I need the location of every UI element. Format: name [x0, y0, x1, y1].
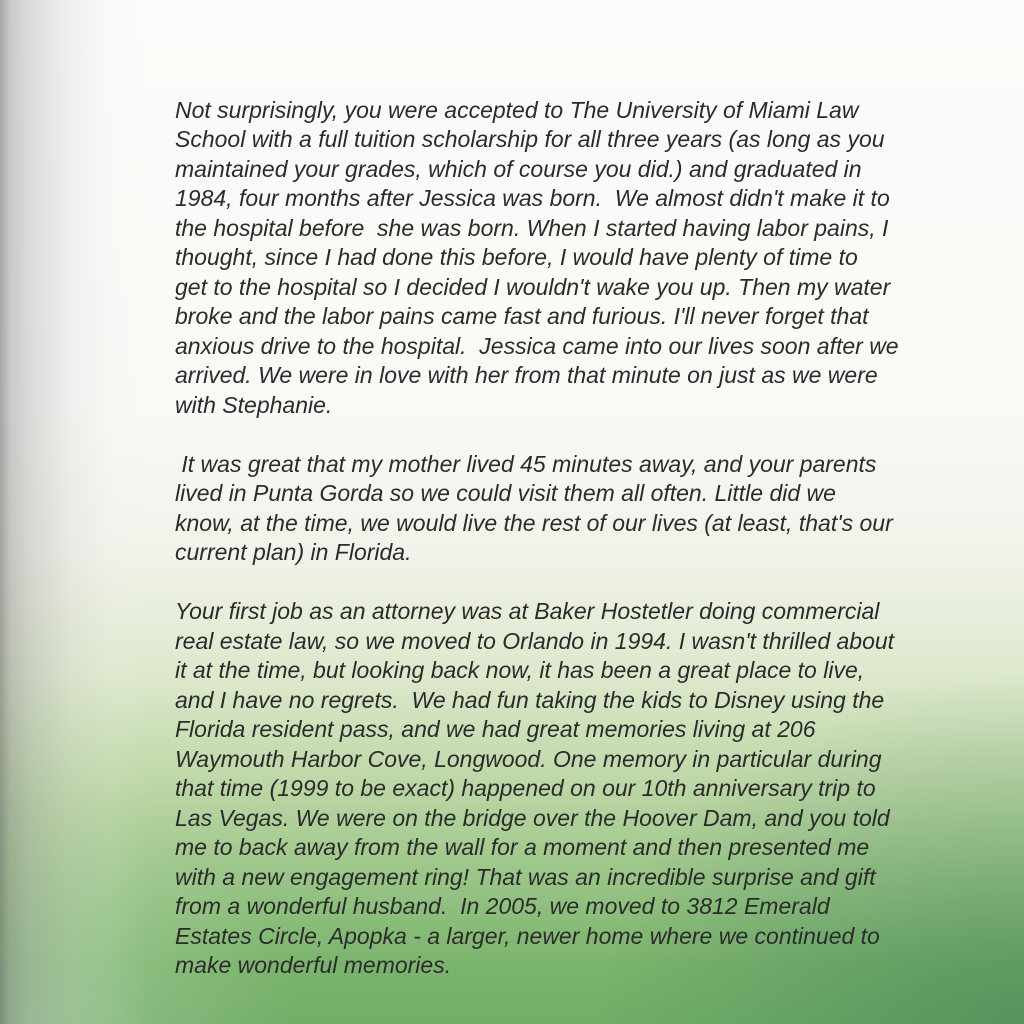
- text-line: It was great that my mother lived 45 minutes away, and your parents: [175, 450, 877, 477]
- text-line: anxious drive to the hospital. Jessica came into our lives soon after we: [175, 332, 899, 359]
- text-line: from a wonderful husband. In 2005, we moved to 3812 Emerald: [175, 893, 830, 919]
- text-line: Florida resident pass, and we had great memories living at 206: [175, 716, 816, 742]
- text-line: know, at the time, we would live the rest of our lives (at least, that's our: [175, 509, 893, 536]
- text-line: maintained your grades, which of course you did.) and graduated in: [175, 155, 862, 182]
- text-line: me to back away from the wall for a moment and then presented me: [175, 834, 870, 860]
- text-line: Estates Circle, Apopka - a larger, newer home where we continued to: [175, 922, 880, 949]
- text-line: and I have no regrets. We had fun taking the kids to Disney using the: [175, 686, 885, 713]
- text-line: get to the hospital so I decided I wouldn't wake you up. Then my water: [175, 273, 891, 300]
- text-line: real estate law, so we moved to Orlando in 1994. I wasn't thrilled about: [175, 627, 895, 654]
- text-line: Your first job as an attorney was at Baker Hostetler doing commercial: [175, 598, 880, 624]
- memoir-text-block: [175, 66, 975, 981]
- text-line: lived in Punta Gorda so we could visit them all often. Little did we: [175, 480, 836, 506]
- text-line: thought, since I had done this before, I would have plenty of time to: [175, 244, 858, 270]
- text-line: Waymouth Harbor Cove, Longwood. One memory in particular during: [175, 745, 882, 772]
- text-line: School with a full tuition scholarship for all three years (as long as you: [175, 126, 885, 152]
- text-line: Not surprisingly, you were accepted to The University of Miami Law: [175, 96, 859, 123]
- text-line: make wonderful memories.: [175, 952, 452, 978]
- text-line: 1984, four months after Jessica was born. We almost didn't make it to: [175, 185, 890, 211]
- text-line: arrived. We were in love with her from that minute on just as we were: [175, 362, 878, 388]
- text-line: that time (1999 to be exact) happened on our 10th anniversary trip to: [175, 775, 876, 801]
- text-line: broke and the labor pains came fast and furious. I'll never forget that: [175, 303, 869, 329]
- text-line: current plan) in Florida.: [175, 539, 412, 565]
- text-line: with a new engagement ring! That was an incredible surprise and gift: [175, 863, 876, 890]
- text-line: with Stephanie.: [175, 391, 333, 418]
- text-line: it at the time, but looking back now, it has been a great place to live,: [175, 657, 865, 683]
- text-line: the hospital before she was born. When I started having labor pains, I: [175, 214, 889, 241]
- text-line: Las Vegas. We were on the bridge over the Hoover Dam, and you told: [175, 804, 890, 831]
